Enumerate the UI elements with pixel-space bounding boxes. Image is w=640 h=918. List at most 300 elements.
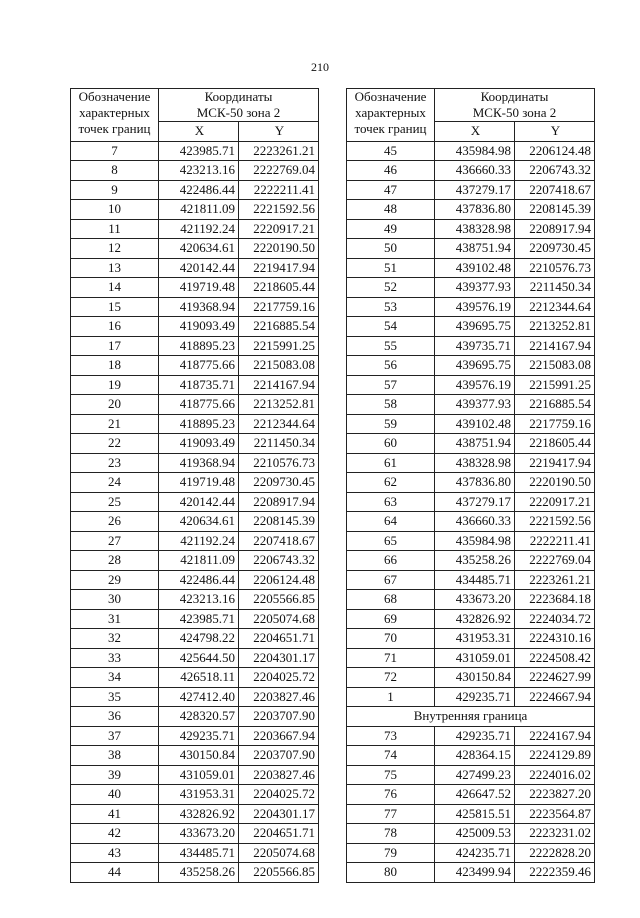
point-number-cell: 16 (71, 317, 159, 337)
y-coordinate-cell: 2208917.94 (515, 219, 595, 239)
coordinates-table-right (346, 88, 595, 883)
x-coordinate-cell: 421192.24 (159, 531, 239, 551)
x-coordinate-cell: 437279.17 (435, 180, 515, 200)
table-row (347, 609, 595, 629)
point-number-cell: 55 (347, 336, 435, 356)
point-number-cell: 28 (71, 551, 159, 571)
y-coordinate-cell: 2220190.50 (515, 473, 595, 493)
x-coordinate-cell: 428320.57 (159, 707, 239, 727)
x-coordinate-cell: 435258.26 (159, 863, 239, 883)
point-number-cell: 18 (71, 356, 159, 376)
point-number-cell: 35 (71, 687, 159, 707)
x-coordinate-cell: 418775.66 (159, 395, 239, 415)
point-number-cell: 12 (71, 239, 159, 259)
table-row (71, 473, 319, 493)
x-coordinate-cell: 435984.98 (435, 141, 515, 161)
point-number-cell: 20 (71, 395, 159, 415)
x-coordinate-cell: 434485.71 (159, 843, 239, 863)
x-coordinate-cell: 439695.75 (435, 317, 515, 337)
point-number-cell: 27 (71, 531, 159, 551)
x-coordinate-cell: 435258.26 (435, 551, 515, 571)
y-coordinate-cell: 2211450.34 (515, 278, 595, 298)
x-coordinate-cell: 438328.98 (435, 219, 515, 239)
x-coordinate-cell: 419719.48 (159, 473, 239, 493)
point-number-cell: 10 (71, 200, 159, 220)
y-coordinate-cell: 2222769.04 (515, 551, 595, 571)
table-row (347, 141, 595, 161)
table-row (347, 492, 595, 512)
y-coordinate-cell: 2203667.94 (239, 726, 319, 746)
table-row (347, 551, 595, 571)
designation-header-line: Обозначение (78, 89, 151, 104)
x-coordinate-cell: 431059.01 (435, 648, 515, 668)
coordinates-header (159, 89, 319, 122)
x-coordinate-cell: 427499.23 (435, 765, 515, 785)
y-coordinate-cell: 2215083.08 (239, 356, 319, 376)
y-coordinate-cell: 2204025.72 (239, 668, 319, 688)
y-coordinate-cell: 2206124.48 (515, 141, 595, 161)
y-coordinate-cell: 2204301.17 (239, 648, 319, 668)
point-number-cell: 44 (71, 863, 159, 883)
point-number-cell: 43 (71, 843, 159, 863)
table-row (71, 804, 319, 824)
y-coordinate-cell: 2223827.20 (515, 785, 595, 805)
x-coordinate-cell: 430150.84 (159, 746, 239, 766)
table-row (71, 707, 319, 727)
y-coordinate-cell: 2224627.99 (515, 668, 595, 688)
x-coordinate-cell: 430150.84 (435, 668, 515, 688)
designation-header-line: точек границ (78, 121, 151, 136)
x-coordinate-cell: 421811.09 (159, 200, 239, 220)
y-coordinate-cell: 2224034.72 (515, 609, 595, 629)
point-number-cell: 37 (71, 726, 159, 746)
x-coordinate-cell: 422486.44 (159, 180, 239, 200)
coordinates-table-left (70, 88, 319, 883)
x-coordinate-cell: 436660.33 (435, 161, 515, 181)
table-row (347, 863, 595, 883)
table-row (71, 570, 319, 590)
x-coordinate-cell: 439735.71 (435, 336, 515, 356)
table-row (347, 239, 595, 259)
coordinates-header-line: МСК-50 зона 2 (196, 105, 281, 120)
table-row (71, 765, 319, 785)
point-number-cell: 48 (347, 200, 435, 220)
table-row (71, 356, 319, 376)
table-row (71, 668, 319, 688)
point-number-cell: 77 (347, 804, 435, 824)
x-header: X (435, 122, 515, 142)
table-row (71, 863, 319, 883)
y-coordinate-cell: 2212344.64 (515, 297, 595, 317)
y-coordinate-cell: 2222211.41 (239, 180, 319, 200)
table-row (71, 297, 319, 317)
y-coordinate-cell: 2205074.68 (239, 609, 319, 629)
y-coordinate-cell: 2212344.64 (239, 414, 319, 434)
y-coordinate-cell: 2213252.81 (515, 317, 595, 337)
table-row (71, 843, 319, 863)
table-row (71, 512, 319, 532)
point-number-cell: 29 (71, 570, 159, 590)
table-row (71, 648, 319, 668)
x-coordinate-cell: 439102.48 (435, 258, 515, 278)
y-header: Y (515, 122, 595, 142)
x-coordinate-cell: 437836.80 (435, 473, 515, 493)
y-coordinate-cell: 2205566.85 (239, 863, 319, 883)
y-coordinate-cell: 2222211.41 (515, 531, 595, 551)
point-number-cell: 38 (71, 746, 159, 766)
x-coordinate-cell: 425644.50 (159, 648, 239, 668)
y-coordinate-cell: 2222769.04 (239, 161, 319, 181)
y-coordinate-cell: 2224167.94 (515, 726, 595, 746)
designation-header-line: точек границ (354, 121, 427, 136)
point-number-cell: 7 (71, 141, 159, 161)
point-number-cell: 41 (71, 804, 159, 824)
y-coordinate-cell: 2218605.44 (515, 434, 595, 454)
point-number-cell: 65 (347, 531, 435, 551)
point-number-cell: 42 (71, 824, 159, 844)
coordinates-header-line: Координаты (480, 89, 549, 104)
point-number-cell: 66 (347, 551, 435, 571)
table-row (71, 317, 319, 337)
y-coordinate-cell: 2206743.32 (515, 161, 595, 181)
x-coordinate-cell: 423213.16 (159, 161, 239, 181)
x-coordinate-cell: 427412.40 (159, 687, 239, 707)
table-row (71, 278, 319, 298)
point-number-cell: 75 (347, 765, 435, 785)
y-coordinate-cell: 2208145.39 (239, 512, 319, 532)
y-coordinate-cell: 2216885.54 (239, 317, 319, 337)
x-coordinate-cell: 428364.15 (435, 746, 515, 766)
y-coordinate-cell: 2203827.46 (239, 765, 319, 785)
x-coordinate-cell: 423499.94 (435, 863, 515, 883)
point-number-cell: 21 (71, 414, 159, 434)
y-coordinate-cell: 2207418.67 (515, 180, 595, 200)
x-coordinate-cell: 432826.92 (435, 609, 515, 629)
table-row (71, 453, 319, 473)
y-coordinate-cell: 2206743.32 (239, 551, 319, 571)
table-row (347, 843, 595, 863)
y-coordinate-cell: 2215991.25 (239, 336, 319, 356)
x-coordinate-cell: 423985.71 (159, 609, 239, 629)
y-coordinate-cell: 2221592.56 (239, 200, 319, 220)
x-coordinate-cell: 419093.49 (159, 434, 239, 454)
point-number-cell: 22 (71, 434, 159, 454)
table-row (71, 726, 319, 746)
x-coordinate-cell: 438751.94 (435, 239, 515, 259)
section-row (347, 707, 595, 727)
x-coordinate-cell: 439102.48 (435, 414, 515, 434)
table-row (71, 219, 319, 239)
table-row (347, 648, 595, 668)
table-row (347, 395, 595, 415)
table-row (71, 531, 319, 551)
y-coordinate-cell: 2211450.34 (239, 434, 319, 454)
point-number-cell: 15 (71, 297, 159, 317)
point-number-cell: 19 (71, 375, 159, 395)
x-coordinate-cell: 422486.44 (159, 570, 239, 590)
x-coordinate-cell: 418735.71 (159, 375, 239, 395)
x-coordinate-cell: 434485.71 (435, 570, 515, 590)
y-coordinate-cell: 2215083.08 (515, 356, 595, 376)
y-coordinate-cell: 2203707.90 (239, 707, 319, 727)
y-coordinate-cell: 2203707.90 (239, 746, 319, 766)
x-coordinate-cell: 420634.61 (159, 239, 239, 259)
table-row (347, 336, 595, 356)
x-header: X (159, 122, 239, 142)
table-row (71, 258, 319, 278)
x-coordinate-cell: 418895.23 (159, 414, 239, 434)
table-row (347, 629, 595, 649)
table-row (347, 531, 595, 551)
table-row (347, 297, 595, 317)
x-coordinate-cell: 421811.09 (159, 551, 239, 571)
x-coordinate-cell: 437279.17 (435, 492, 515, 512)
point-number-cell: 39 (71, 765, 159, 785)
point-number-cell: 17 (71, 336, 159, 356)
x-coordinate-cell: 420142.44 (159, 258, 239, 278)
point-number-cell: 40 (71, 785, 159, 805)
point-number-cell: 71 (347, 648, 435, 668)
x-coordinate-cell: 433673.20 (435, 590, 515, 610)
y-coordinate-cell: 2204651.71 (239, 824, 319, 844)
y-coordinate-cell: 2204301.17 (239, 804, 319, 824)
y-coordinate-cell: 2215991.25 (515, 375, 595, 395)
y-coordinate-cell: 2223261.21 (515, 570, 595, 590)
x-coordinate-cell: 439377.93 (435, 395, 515, 415)
table-row (71, 180, 319, 200)
x-coordinate-cell: 429235.71 (159, 726, 239, 746)
y-coordinate-cell: 2209730.45 (515, 239, 595, 259)
y-coordinate-cell: 2220190.50 (239, 239, 319, 259)
x-coordinate-cell: 435984.98 (435, 531, 515, 551)
point-number-cell: 32 (71, 629, 159, 649)
x-coordinate-cell: 425815.51 (435, 804, 515, 824)
table-row (71, 336, 319, 356)
x-coordinate-cell: 423213.16 (159, 590, 239, 610)
table-row (347, 278, 595, 298)
point-number-cell: 80 (347, 863, 435, 883)
table-row (347, 473, 595, 493)
x-coordinate-cell: 431953.31 (435, 629, 515, 649)
point-number-cell: 61 (347, 453, 435, 473)
coordinates-header (435, 89, 595, 122)
y-coordinate-cell: 2223261.21 (239, 141, 319, 161)
point-number-cell: 49 (347, 219, 435, 239)
table-row (71, 395, 319, 415)
point-number-cell: 1 (347, 687, 435, 707)
point-number-cell: 72 (347, 668, 435, 688)
point-number-cell: 76 (347, 785, 435, 805)
x-coordinate-cell: 431953.31 (159, 785, 239, 805)
point-number-cell: 59 (347, 414, 435, 434)
table-row (347, 219, 595, 239)
designation-header-line: характерных (355, 105, 426, 120)
table-row (347, 746, 595, 766)
table-row (347, 512, 595, 532)
point-number-cell: 62 (347, 473, 435, 493)
table-row (347, 570, 595, 590)
table-row (347, 785, 595, 805)
y-coordinate-cell: 2224508.42 (515, 648, 595, 668)
y-coordinate-cell: 2214167.94 (515, 336, 595, 356)
table-row (347, 317, 595, 337)
point-number-cell: 60 (347, 434, 435, 454)
y-coordinate-cell: 2223564.87 (515, 804, 595, 824)
table-row (347, 414, 595, 434)
y-coordinate-cell: 2216885.54 (515, 395, 595, 415)
y-coordinate-cell: 2220917.21 (239, 219, 319, 239)
point-number-cell: 45 (347, 141, 435, 161)
x-coordinate-cell: 418775.66 (159, 356, 239, 376)
y-coordinate-cell: 2204025.72 (239, 785, 319, 805)
y-coordinate-cell: 2208917.94 (239, 492, 319, 512)
table-row (347, 590, 595, 610)
y-coordinate-cell: 2221592.56 (515, 512, 595, 532)
x-coordinate-cell: 432826.92 (159, 804, 239, 824)
y-coordinate-cell: 2206124.48 (239, 570, 319, 590)
table-row (347, 258, 595, 278)
point-number-cell: 78 (347, 824, 435, 844)
y-coordinate-cell: 2213252.81 (239, 395, 319, 415)
point-number-cell: 13 (71, 258, 159, 278)
table-row (71, 824, 319, 844)
y-coordinate-cell: 2219417.94 (515, 453, 595, 473)
table-row (347, 668, 595, 688)
table-row (347, 824, 595, 844)
point-number-cell: 79 (347, 843, 435, 863)
y-coordinate-cell: 2224129.89 (515, 746, 595, 766)
x-coordinate-cell: 421192.24 (159, 219, 239, 239)
point-number-cell: 74 (347, 746, 435, 766)
inner-boundary-label: Внутренняя граница (347, 707, 595, 727)
designation-header (71, 89, 159, 142)
x-coordinate-cell: 426647.52 (435, 785, 515, 805)
x-coordinate-cell: 429235.71 (435, 726, 515, 746)
point-number-cell: 30 (71, 590, 159, 610)
point-number-cell: 14 (71, 278, 159, 298)
designation-header-line: характерных (79, 105, 150, 120)
y-coordinate-cell: 2205074.68 (239, 843, 319, 863)
y-coordinate-cell: 2220917.21 (515, 492, 595, 512)
point-number-cell: 50 (347, 239, 435, 259)
x-coordinate-cell: 426518.11 (159, 668, 239, 688)
table-row (347, 161, 595, 181)
x-coordinate-cell: 420634.61 (159, 512, 239, 532)
y-coordinate-cell: 2224310.16 (515, 629, 595, 649)
point-number-cell: 33 (71, 648, 159, 668)
x-coordinate-cell: 424235.71 (435, 843, 515, 863)
table-row (71, 687, 319, 707)
y-coordinate-cell: 2217759.16 (239, 297, 319, 317)
table-row (347, 356, 595, 376)
x-coordinate-cell: 433673.20 (159, 824, 239, 844)
x-coordinate-cell: 439576.19 (435, 297, 515, 317)
table-row (347, 765, 595, 785)
x-coordinate-cell: 424798.22 (159, 629, 239, 649)
table-row (71, 200, 319, 220)
designation-header-line: Обозначение (354, 89, 427, 104)
x-coordinate-cell: 419093.49 (159, 317, 239, 337)
y-coordinate-cell: 2207418.67 (239, 531, 319, 551)
table-row (347, 453, 595, 473)
x-coordinate-cell: 436660.33 (435, 512, 515, 532)
point-number-cell: 64 (347, 512, 435, 532)
table-row (71, 746, 319, 766)
y-header: Y (239, 122, 319, 142)
point-number-cell: 56 (347, 356, 435, 376)
y-coordinate-cell: 2217759.16 (515, 414, 595, 434)
table-row (71, 590, 319, 610)
point-number-cell: 73 (347, 726, 435, 746)
point-number-cell: 70 (347, 629, 435, 649)
point-number-cell: 9 (71, 180, 159, 200)
table-row (347, 375, 595, 395)
point-number-cell: 47 (347, 180, 435, 200)
point-number-cell: 69 (347, 609, 435, 629)
coordinates-header-line: Координаты (204, 89, 273, 104)
x-coordinate-cell: 439377.93 (435, 278, 515, 298)
x-coordinate-cell: 419719.48 (159, 278, 239, 298)
table-row (71, 434, 319, 454)
x-coordinate-cell: 425009.53 (435, 824, 515, 844)
x-coordinate-cell: 419368.94 (159, 297, 239, 317)
y-coordinate-cell: 2205566.85 (239, 590, 319, 610)
x-coordinate-cell: 418895.23 (159, 336, 239, 356)
y-coordinate-cell: 2209730.45 (239, 473, 319, 493)
y-coordinate-cell: 2214167.94 (239, 375, 319, 395)
table-row (71, 785, 319, 805)
table-row (347, 687, 595, 707)
x-coordinate-cell: 439695.75 (435, 356, 515, 376)
point-number-cell: 57 (347, 375, 435, 395)
y-coordinate-cell: 2223231.02 (515, 824, 595, 844)
y-coordinate-cell: 2222359.46 (515, 863, 595, 883)
table-row (71, 161, 319, 181)
y-coordinate-cell: 2224016.02 (515, 765, 595, 785)
x-coordinate-cell: 420142.44 (159, 492, 239, 512)
table-row (71, 551, 319, 571)
table-row (347, 200, 595, 220)
coordinates-header-line: МСК-50 зона 2 (472, 105, 557, 120)
table-row (347, 434, 595, 454)
point-number-cell: 52 (347, 278, 435, 298)
table-row (71, 239, 319, 259)
point-number-cell: 24 (71, 473, 159, 493)
x-coordinate-cell: 438751.94 (435, 434, 515, 454)
table-row (347, 804, 595, 824)
y-coordinate-cell: 2210576.73 (515, 258, 595, 278)
point-number-cell: 11 (71, 219, 159, 239)
point-number-cell: 68 (347, 590, 435, 610)
point-number-cell: 54 (347, 317, 435, 337)
table-row (71, 141, 319, 161)
y-coordinate-cell: 2223684.18 (515, 590, 595, 610)
point-number-cell: 26 (71, 512, 159, 532)
x-coordinate-cell: 437836.80 (435, 200, 515, 220)
x-coordinate-cell: 439576.19 (435, 375, 515, 395)
y-coordinate-cell: 2224667.94 (515, 687, 595, 707)
point-number-cell: 8 (71, 161, 159, 181)
x-coordinate-cell: 423985.71 (159, 141, 239, 161)
y-coordinate-cell: 2219417.94 (239, 258, 319, 278)
x-coordinate-cell: 438328.98 (435, 453, 515, 473)
y-coordinate-cell: 2208145.39 (515, 200, 595, 220)
table-row (71, 629, 319, 649)
point-number-cell: 58 (347, 395, 435, 415)
point-number-cell: 53 (347, 297, 435, 317)
y-coordinate-cell: 2222828.20 (515, 843, 595, 863)
page-number: 210 (311, 60, 329, 74)
